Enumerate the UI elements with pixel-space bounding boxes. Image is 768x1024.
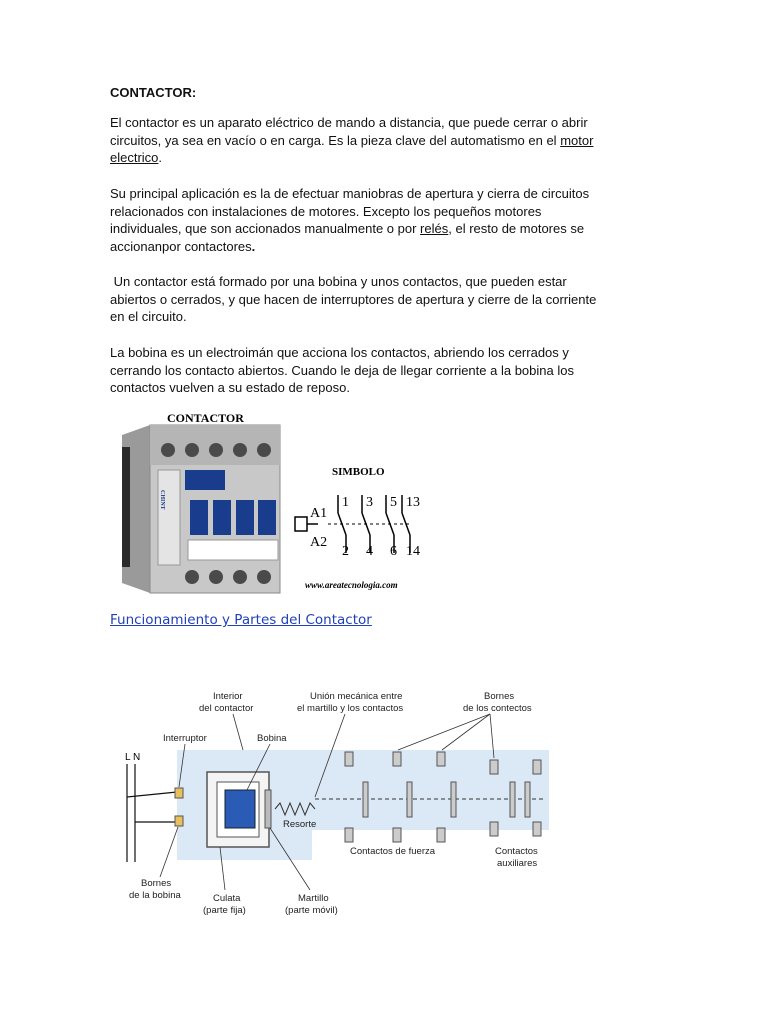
text-line: La bobina es un electroimán que acciona los contactos, abriendo los cerrados y xyxy=(110,345,569,360)
terminal-label: 4 xyxy=(366,544,373,559)
label-martillo: Martillo xyxy=(298,893,329,904)
martillo xyxy=(265,790,271,828)
motor-electrico-link[interactable]: motor xyxy=(560,132,594,148)
contactor-illustration xyxy=(110,405,430,600)
contactor-device-image xyxy=(122,425,280,593)
text-span: , el resto de motores se xyxy=(448,221,585,236)
text-span: . xyxy=(251,238,256,254)
label-union: Unión mecánica entre xyxy=(310,691,403,702)
contactor-figure xyxy=(110,405,430,600)
label-contactos-fuerza: Contactos de fuerza xyxy=(350,846,436,857)
text-span: individuales, que son accionados manualmente o por xyxy=(110,221,421,236)
label-culata: (parte fija) xyxy=(203,905,246,916)
label-interior: del contactor xyxy=(199,703,254,714)
text-span: . xyxy=(158,150,163,165)
text-line xyxy=(110,149,650,167)
terminal-label: 1 xyxy=(342,495,349,510)
motor-electrico-link-cont[interactable]: electrico xyxy=(110,150,159,165)
text-line: relacionados con instalaciones de motores. Excepto los pequeños motores xyxy=(110,203,542,219)
page-title: CONTACTOR: xyxy=(110,85,197,100)
text-span: circuitos, ya sea en vacío o en carga. Es la pieza clave del automatismo en el xyxy=(110,132,561,148)
coil-a1-label: A1 xyxy=(310,506,328,521)
text-line: contactos vuelven a su estado de reposo. xyxy=(110,380,350,395)
label-contactos-auxiliares: auxiliares xyxy=(497,858,538,869)
text-line: Un contactor está formado por una bobina y unos contactos, que pueden estar xyxy=(110,274,567,289)
contactor-parts-diagram xyxy=(115,682,575,927)
text-line: abiertos o cerrados, y que hacen de interruptores de apertura y cierre de la corriente xyxy=(110,291,597,307)
label-bornes-contactos: de los contectos xyxy=(463,703,532,714)
label-interior: Interior xyxy=(213,691,243,702)
label-bornes-bobina: Bornes xyxy=(141,878,172,889)
terminal-label: 6 xyxy=(390,544,397,559)
funcionamiento-link[interactable]: Funcionamiento y Partes del Contactor xyxy=(110,612,372,628)
bobina-coil xyxy=(225,790,255,828)
label-bobina: Bobina xyxy=(257,733,287,744)
text-line: en el circuito. xyxy=(110,309,187,324)
text-line xyxy=(110,220,650,238)
terminal-label: 14 xyxy=(406,544,420,559)
parts-diagram-svg xyxy=(115,682,575,927)
device-brand: CHINT xyxy=(159,490,165,510)
coil-a2-label: A2 xyxy=(310,535,328,550)
label-bornes-bobina: de la bobina xyxy=(129,890,181,901)
terminal-label: 2 xyxy=(342,544,349,559)
terminal-label: 13 xyxy=(406,495,420,510)
website-caption: www.areatecnologia.com xyxy=(305,580,398,590)
text-line xyxy=(110,132,650,150)
label-union: el martillo y los contactos xyxy=(297,703,404,714)
symbol-heading: SIMBOLO xyxy=(332,466,385,478)
label-bornes-contactos: Bornes xyxy=(484,691,515,702)
paragraph-application xyxy=(110,185,650,255)
text-line: El contactor es un aparato eléctrico de mando a distancia, que puede cerrar o abrir xyxy=(110,115,588,130)
label-resorte: Resorte xyxy=(283,819,317,830)
label-interruptor: Interruptor xyxy=(163,733,207,744)
text-line: Su principal aplicación es la de efectuar maniobras de apertura y cierra de circuitos xyxy=(110,186,590,201)
terminal-label: 3 xyxy=(366,495,373,510)
label-martillo: (parte móvil) xyxy=(285,905,338,916)
paragraph-definition xyxy=(110,114,650,167)
label-contactos-auxiliares: Contactos xyxy=(495,846,538,857)
reles-link[interactable]: relés xyxy=(420,221,449,236)
paragraph-coil xyxy=(110,344,650,397)
terminal-label: 5 xyxy=(390,495,397,510)
text-line xyxy=(110,238,650,256)
text-line: cerrando los contacto abiertos. Cuando le deja de llegar corriente a la bobina los xyxy=(110,362,574,378)
label-culata: Culata xyxy=(213,893,241,904)
supply-label: L N xyxy=(125,752,141,763)
paragraph-structure xyxy=(110,273,650,326)
text-span: accionanpor contactores xyxy=(110,238,252,254)
figure-heading: CONTACTOR xyxy=(167,411,244,425)
